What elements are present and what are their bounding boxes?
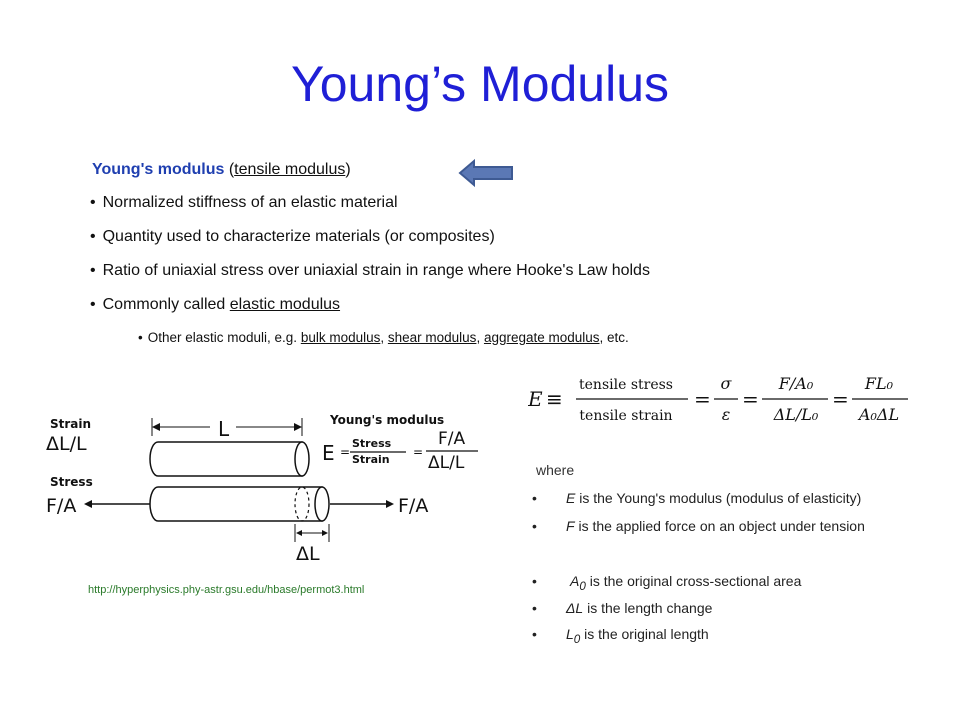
bullet-prefix: Commonly called [102, 296, 230, 313]
strain-value: ΔL/L [46, 433, 87, 455]
elastic-modulus-link[interactable]: elastic modulus [229, 296, 341, 313]
definition-close: ) [345, 161, 351, 178]
shear-modulus-link[interactable]: shear modulus [387, 330, 477, 345]
definition-text: is the Young's modulus (modulus of elasticity) [575, 490, 862, 506]
rod-unstretched [150, 442, 302, 476]
formula-numerator: σ [720, 374, 732, 393]
definition-alias-link[interactable]: tensile modulus [234, 161, 346, 178]
definition-line [92, 161, 351, 179]
length-label: L [218, 417, 230, 441]
equals-sign: = [832, 387, 849, 411]
arrowhead-icon [84, 500, 92, 508]
bulk-modulus-link[interactable]: bulk modulus [300, 330, 381, 345]
stress-strain-diagram [40, 400, 480, 570]
sub-bullet [138, 330, 629, 345]
sub-bullet-prefix: Other elastic moduli, e.g. [147, 330, 301, 345]
youngs-modulus-formula [528, 368, 918, 432]
equals-sign: = [742, 387, 759, 411]
fraction-denominator: ΔL/L [428, 453, 465, 473]
equiv-sign: ≡ [546, 387, 563, 411]
definition-item [532, 626, 938, 650]
variable-subscript: 0 [579, 579, 586, 593]
fraction-numerator: F/A [438, 429, 466, 449]
where-label: where [536, 462, 575, 478]
formula-lhs: E [528, 387, 543, 411]
arrowhead-icon [386, 500, 394, 508]
variable-symbol: F [566, 518, 575, 534]
variable-subscript: 0 [573, 632, 581, 646]
formula-denominator: A₀ΔL [858, 405, 900, 424]
equals-sign: = [694, 387, 711, 411]
formula-denominator: ε [721, 405, 731, 424]
E-symbol: E [322, 441, 335, 465]
variable-symbol: A [570, 573, 580, 589]
variable-definitions [532, 490, 938, 650]
force-right-label: F/A [398, 495, 429, 517]
definition-item [532, 518, 938, 573]
definition-text: is the length change [583, 600, 713, 616]
bullet-item: • Ratio of uniaxial stress over uniaxial strain in range where Hooke's Law holds [90, 260, 650, 294]
definition-item [532, 600, 938, 626]
aggregate-modulus-link[interactable]: aggregate modulus [483, 330, 600, 345]
equals-sign: = [413, 445, 424, 459]
definition-item [532, 573, 938, 600]
force-left-label: F/A [46, 495, 77, 517]
separator: , [476, 330, 484, 345]
bullet-item [90, 294, 650, 328]
definition-term: Young's modulus [92, 161, 225, 178]
formula-denominator: tensile strain [579, 408, 673, 424]
pointer-arrow-icon [458, 158, 516, 188]
formula-denominator: ΔL/L₀ [773, 405, 819, 424]
strain-word: Strain [352, 453, 390, 466]
sub-bullet-suffix: , etc. [599, 330, 629, 345]
variable-symbol: ΔL [566, 600, 584, 616]
arrowhead-icon [294, 423, 302, 431]
youngs-modulus-label: Young's modulus [330, 413, 445, 427]
definition-open: ( [228, 161, 235, 178]
formula-numerator: FL₀ [864, 374, 894, 393]
bullet-list [90, 192, 650, 328]
arrowhead-icon [296, 530, 302, 536]
variable-symbol: L [566, 626, 574, 642]
slide-title: Young’s Modulus [290, 56, 670, 112]
separator: , [380, 330, 388, 345]
bullet-item: • Normalized stiffness of an elastic material [90, 192, 650, 226]
bullet-item: • Quantity used to characterize materials (or composites) [90, 226, 650, 260]
definition-text: is the original length [580, 626, 709, 642]
source-url-link[interactable]: http://hyperphysics.phy-astr.gsu.edu/hbase/permot3.html [88, 584, 365, 596]
formula-numerator: F/A₀ [778, 374, 814, 393]
arrowhead-icon [152, 423, 160, 431]
variable-symbol: E [566, 490, 576, 506]
strain-label: Strain [50, 417, 92, 431]
definition-text: is the applied force on an object under tension [574, 518, 865, 534]
rod-end [315, 487, 329, 521]
formula-numerator: tensile stress [579, 377, 673, 393]
stress-word: Stress [352, 437, 392, 450]
equals-sign: = [340, 445, 351, 459]
definition-text: is the original cross-sectional area [585, 573, 802, 589]
delta-length-label: ΔL [296, 543, 320, 565]
stress-label: Stress [50, 475, 93, 489]
arrowhead-icon [322, 530, 328, 536]
rod-end [295, 442, 309, 476]
rod-stretched [150, 487, 322, 521]
definition-item [532, 490, 938, 518]
